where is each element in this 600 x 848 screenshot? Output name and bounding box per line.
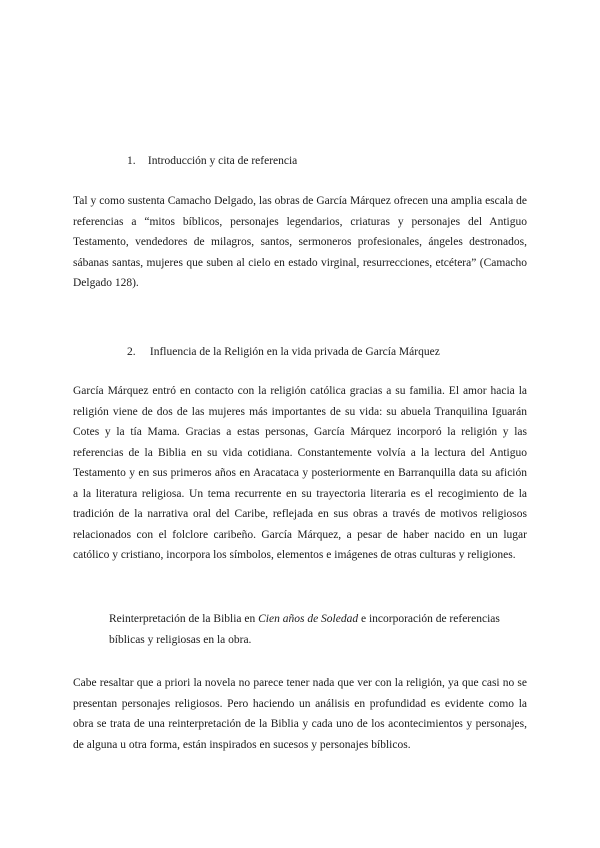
section-3-paragraph: Cabe resaltar que a priori la novela no parece tener nada que ver con la religión, ya que casi no se presentan personajes religiosos. Pero haciendo un análisis en profundidad es evidente como la obra se trata de una reinterpretación de la Biblia y cada uno de los acontecimientos y personajes, de alguna u otra forma, están inspirados en sucesos y personajes bíblicos. [73,677,527,751]
section-1-title: Introducción y cita de referencia [147,155,298,167]
section-1-number: 1. [127,155,136,167]
section-1-paragraph: Tal y como sustenta Camacho Delgado, las obras de García Márquez ofrecen una amplia escala de referencias a “mitos bíblicos, personajes legendarios, criaturas y personajes del Antiguo Testamento, vendedores de milagros, santos, sermoneros profesionales, ángeles destronados, sábanas santas, mujeres que suben al cielo en estado virginal, resurrecciones, etcétera” (Camacho Delgado 128). [73,195,527,289]
section-2-number: 2. [127,346,136,358]
section-3-heading-start: Reinterpretación de la Biblia en [109,613,259,625]
section-2-heading [127,345,440,359]
section-3-heading-end: e incorporación de referencias bíblicas y religiosas en la obra. [109,613,500,646]
novel-title: Cien años de Soledad [258,613,359,625]
section-2-title: Influencia de la Religión en la vida privada de García Márquez [149,346,440,358]
section-3-heading [109,609,527,650]
section-1-heading [127,154,297,168]
section-2-paragraph: García Márquez entró en contacto con la religión católica gracias a su familia. El amor hacia la religión viene de dos de las mujeres más importantes de su vida: su abuela Tranquilina Iguarán Cotes y la tía Mama. Gracias a estas personas, García Márquez incorporó la religión y las referencias de la Biblia en su vida cotidiana. Constantemente volvía a la lectura del Antiguo Testamento y en sus primeros años en Aracataca y posteriormente en Barranquilla data su afición a la literatura religiosa. Un tema recurrente en su trayectoria literaria es el recogimiento de la tradición de la narrativa oral del Caribe, reflejada en sus obras a través de motivos religiosos relacionados con el folclore caribeño. García Márquez, a pesar de haber nacido en un lugar católico y cristiano, incorpora los símbolos, elementos e imágenes de otras culturas y religiones. [73,385,527,561]
